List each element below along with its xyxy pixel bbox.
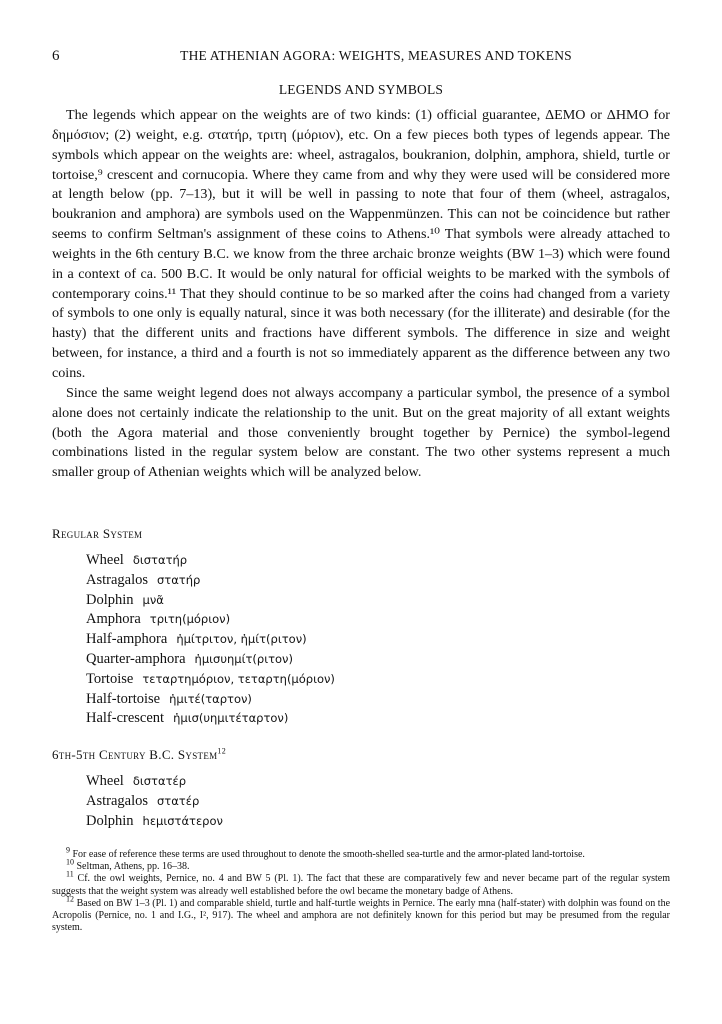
weight-legend: στατήρ: [157, 572, 201, 587]
footnote-number: 12: [66, 894, 74, 904]
footnote: [52, 857, 670, 873]
weight-legend: διστατήρ: [132, 553, 188, 567]
running-header: [52, 48, 670, 64]
page-number: 6: [52, 48, 60, 64]
weight-legend: τριτη(μόριον): [149, 612, 231, 627]
footnote-ref: 12: [217, 746, 227, 756]
symbol-name: Half-crescent: [86, 710, 165, 727]
list-item: [86, 610, 335, 630]
weight-legend: διστατέρ: [132, 774, 187, 788]
footnote-number: 10: [66, 857, 74, 867]
running-title: THE ATHENIAN AGORA: WEIGHTS, MEASURES AND TOKENS: [180, 48, 572, 63]
weight-legend: μνᾶ: [142, 592, 164, 607]
list-item: [86, 709, 335, 729]
symbol-name: Dolphin: [86, 591, 134, 608]
list-item: [86, 792, 223, 812]
body-text: [52, 106, 670, 483]
footnote-text: Based on BW 1–3 (Pl. 1) and comparable shield, turtle and half-turtle weights in Pernice. The early mna (half-stater) with dolphin was found on the Acropolis (Pernice, no. 1 and I.G., I², 917). The wheel and amphora are not definitely known for this period but may be presumed from the regular system.: [52, 897, 671, 934]
list-item: [86, 772, 223, 792]
footnote-text: Cf. the owl weights, Pernice, no. 4 and BW 5 (Pl. 1). The fact that these are comparatively few and never became part of the regular system suggests that the weight system was already well established before the owl became the monetary badge of Athens.: [52, 873, 671, 897]
early-system-heading-text: 6th-5th Century B.C. System: [52, 747, 218, 762]
regular-system-list: [86, 551, 335, 729]
weight-legend: στατέρ: [157, 793, 200, 808]
symbol-name: Quarter-amphora: [86, 650, 186, 667]
paragraph: Since the same weight legend does not always accompany a particular symbol, the presence of a symbol alone does not certainly indicate the relationship to the unit. But on the great majority of all extant weights (both the Agora material and those conveniently brought together by Pernice) the symbol-legend combinations listed in the regular system below are constant. The two other systems represent a much smaller group of Athenian weights which will be analyzed below.: [52, 384, 670, 481]
symbol-name: Half-amphora: [86, 631, 168, 648]
footnote: [52, 894, 671, 935]
symbol-name: Astragalos: [86, 792, 149, 809]
symbol-name: Tortoise: [86, 670, 134, 687]
footnote-number: 9: [66, 845, 70, 855]
list-item: [86, 650, 335, 670]
list-item: [86, 630, 335, 650]
footnote-text: For ease of reference these terms are used throughout to denote the smooth-shelled sea-turtle and the armor-plated land-tortoise.: [72, 849, 585, 860]
footnote-number: 11: [66, 870, 74, 880]
symbol-name: Dolphin: [86, 812, 134, 829]
footnotes: [52, 845, 671, 934]
early-system-list: [86, 772, 223, 831]
list-item: [86, 571, 335, 591]
weight-legend: ἡμισ(υημιτέταρτον): [173, 711, 289, 726]
footnote: [52, 870, 671, 897]
paragraph: The legends which appear on the weights are of two kinds: (1) official guarantee, ΔΕΜΟ or ΔΗΜΟ for δημόσιον; (2) weight, e.g. στατήρ, τριτη (μόριον), etc. On a few pieces both types of legends appear. The symbols which appear on the weights are: wheel, astragalos, boukranion, dolphin, amphora, shield, turtle or tortoise,⁹ crescent and cornucopia. Where they came from and why they were used will be considered more at length below (pp. 7–13), but it will be well in passing to note that four of them (wheel, astragalos, boukranion and amphora) are symbols used on the Wappenmünzen. This can not be coincidence but rather seems to confirm Seltman's assignment of these coins to Athens.¹⁰ That symbols were already attached to weights in the 6th century B.C. we know from the three archaic bronze weights (BW 1–3) which were found in a context of ca. 500 B.C. It would be only natural for official weights to be marked with the symbols of contemporary coins.¹¹ That they should continue to be so marked after the coins had changed from a variety of symbols to one only is equally natural, since it was both necessary (for the illiterate) and desirable (for the hasty) that the different units and fractions have different symbols. The difference in size and weight between, for instance, a third and a fourth is not so immediately apparent as the difference between any two coins.: [52, 107, 670, 381]
weight-legend: τεταρτημόριον, τεταρτη(μόριον): [142, 671, 335, 686]
regular-system-heading: Regular System: [52, 526, 143, 541]
weight-legend: hεμιστάτερον: [142, 813, 223, 828]
weight-legend: ἡμίτριτον, ἡμίτ(ριτον): [176, 632, 307, 647]
weight-legend: ἡμισυημίτ(ριτον): [194, 651, 293, 666]
symbol-name: Wheel: [86, 552, 124, 568]
symbol-name: Amphora: [86, 611, 141, 628]
list-item: [86, 690, 335, 710]
footnote: [52, 845, 670, 861]
section-title: LEGENDS AND SYMBOLS: [278, 82, 444, 97]
list-item: [86, 670, 335, 690]
symbol-name: Half-tortoise: [86, 690, 161, 707]
symbol-name: Astragalos: [86, 571, 149, 588]
footnote-text: Seltman, Athens, pp. 16–38.: [76, 861, 190, 873]
weight-legend: ἡμιτέ(ταρτον): [169, 691, 252, 706]
list-item: [86, 551, 335, 571]
symbol-name: Wheel: [86, 773, 124, 789]
list-item: [86, 812, 223, 832]
list-item: [86, 591, 335, 611]
early-system-heading: [52, 747, 226, 763]
